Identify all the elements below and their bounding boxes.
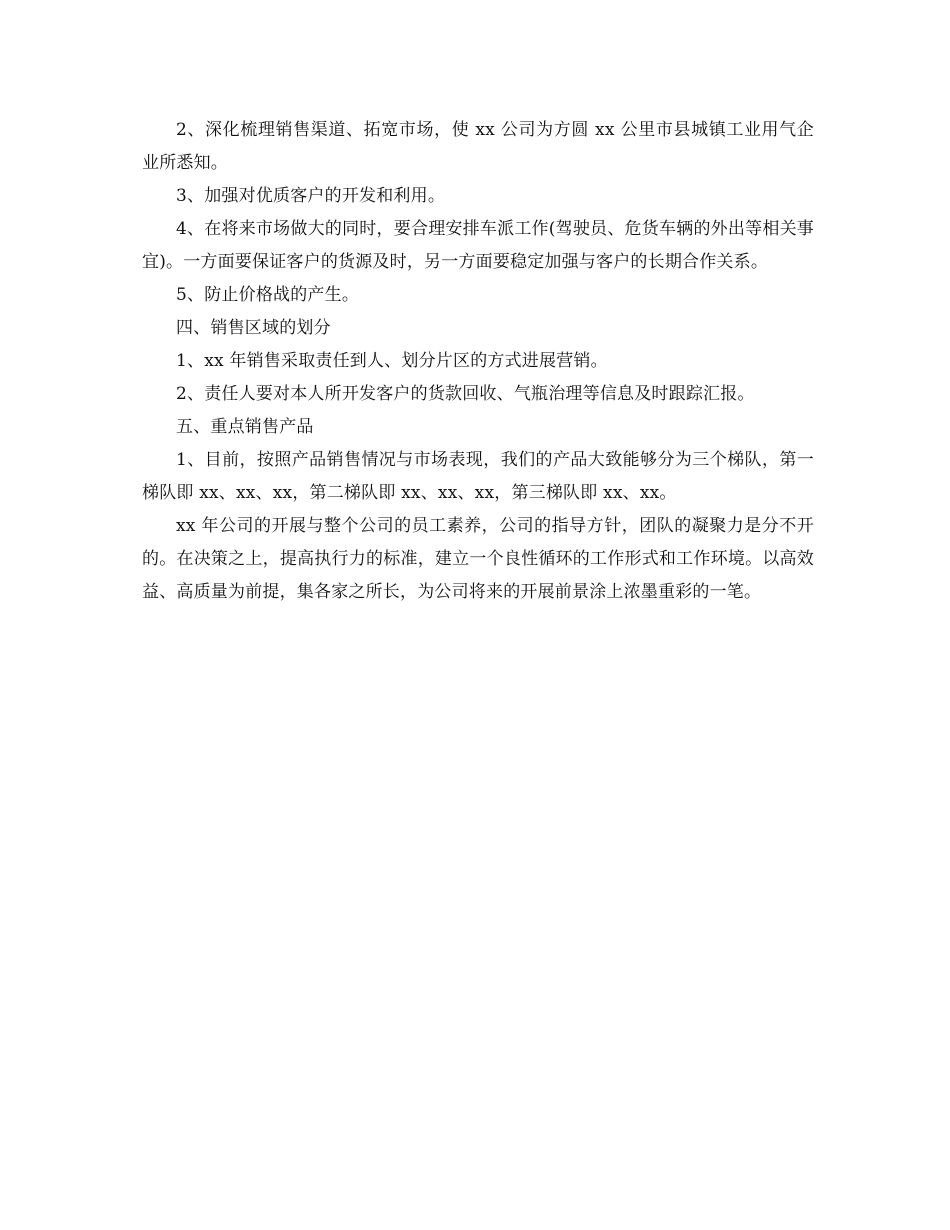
- paragraph-conclusion: xx 年公司的开展与整个公司的员工素养，公司的指导方针，团队的凝聚力是分不开的。在决策之上，提高执行力的标准，建立一个良性循环的工作形式和工作环境。以高效益、高质量为前提，集各家之所长，为公司将来的开展前景涂上浓墨重彩的一笔。: [142, 516, 814, 602]
- paragraph-vehicle-dispatch: 4、在将来市场做大的同时，要合理安排车派工作(驾驶员、危货车辆的外出等相关事宜)。一方面要保证客户的货源及时，另一方面要稳定加强与客户的长期合作关系。: [142, 219, 814, 272]
- section-heading-key-products: 五、重点销售产品: [176, 417, 314, 437]
- paragraph-channel-expansion: 2、深化梳理销售渠道、拓宽市场，使 xx 公司为方圆 xx 公里市县城镇工业用气企业所悉知。: [142, 120, 814, 173]
- paragraph-region-responsibility: 1、xx 年销售采取责任到人、划分片区的方式进展营销。: [176, 351, 608, 371]
- paragraph-product-tiers: 1、目前，按照产品销售情况与市场表现，我们的产品大致能够分为三个梯队，第一梯队即 xx、xx、xx，第二梯队即 xx、xx、xx，第三梯队即 xx、xx。: [142, 450, 814, 503]
- paragraph-payment-tracking: 2、责任人要对本人所开发客户的货款回收、气瓶治理等信息及时跟踪汇报。: [176, 384, 755, 404]
- section-heading-sales-region: 四、销售区域的划分: [176, 318, 331, 338]
- paragraph-quality-customers: 3、加强对优质客户的开发和利用。: [176, 186, 446, 206]
- document-body: [142, 114, 814, 609]
- paragraph-price-war: 5、防止价格战的产生。: [176, 285, 360, 305]
